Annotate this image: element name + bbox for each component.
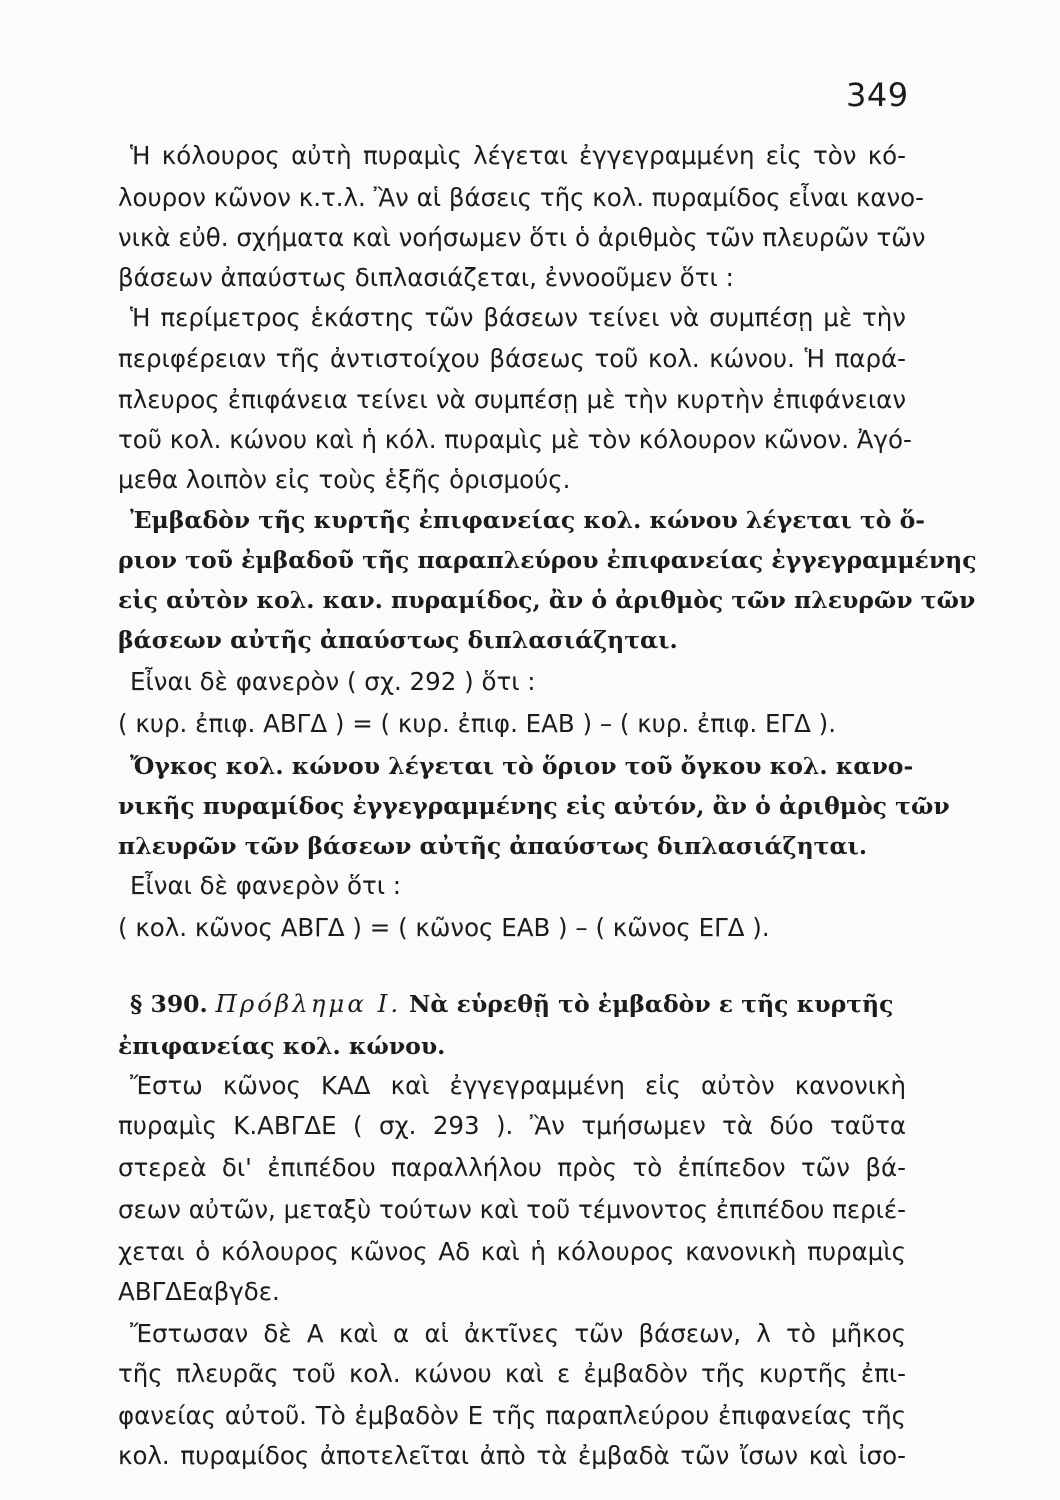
text-line: τῆς πλευρᾶς τοῦ κολ. κώνου καὶ ε ἐμβαδὸν τῆς κυρτῆς ἐπι- <box>118 1359 906 1388</box>
definition-line: ριον τοῦ ἐμβαδοῦ τῆς παραπλεύρου ἐπιφανείας ἐγγεγραμμένης <box>118 546 977 574</box>
problem-label: Πρόβλημα Ι. <box>215 989 402 1018</box>
text-line: Ἔστω κῶνος ΚΑΔ καὶ ἐγγεγραμμένη εἰς αὐτὸν κανονικὴ <box>130 1071 906 1100</box>
text-line: κολ. πυραμίδος ἀποτελεῖται ἀπὸ τὰ ἐμβαδὰ τῶν ἴσων καὶ ἰσο- <box>118 1441 906 1470</box>
text-line: Ἡ περίμετρος ἑκάστης τῶν βάσεων τείνει νὰ συμπέσῃ μὲ τὴν <box>130 303 906 332</box>
text-line: τοῦ κολ. κώνου καὶ ἡ κόλ. πυραμὶς μὲ τὸν κόλουρον κῶνον. Ἀγό- <box>118 425 912 454</box>
text-line: Ἡ κόλουρος αὐτὴ πυραμὶς λέγεται ἐγγεγραμμένη εἰς τὸν κό- <box>130 141 906 170</box>
text-line: χεται ὁ κόλουρος κῶνος Αδ καὶ ἡ κόλουρος κανονικὴ πυραμὶς <box>118 1237 906 1266</box>
text-line: μεθα λοιπὸν εἰς τοὺς ἑξῆς ὁρισμούς. <box>118 465 571 494</box>
problem-title: Νὰ εὑρεθῇ τὸ ἐμβαδὸν ε τῆς κυρτῆς <box>408 990 894 1018</box>
page-number: 349 <box>846 76 909 114</box>
definition-line: Ὄγκος κολ. κώνου λέγεται τὸ ὅριον τοῦ ὄγκου κολ. κανο- <box>130 752 914 780</box>
text-line: λουρον κῶνον κ.τ.λ. Ἂν αἱ βάσεις τῆς κολ. πυραμίδος εἶναι κανο- <box>118 183 924 212</box>
text-line: στερεὰ δι' ἐπιπέδου παραλλήλου πρὸς τὸ ἐπίπεδον τῶν βά- <box>118 1153 906 1182</box>
problem-heading <box>130 984 906 1024</box>
definition-line: Ἐμβαδὸν τῆς κυρτῆς ἐπιφανείας κολ. κώνου λέγεται τὸ ὅ- <box>130 506 926 534</box>
text-line: σεων αὐτῶν, μεταξὺ τούτων καὶ τοῦ τέμνοντος ἐπιπέδου περιέ- <box>118 1195 906 1224</box>
note-line: Εἶναι δὲ φανερὸν ὅτι : <box>130 871 402 900</box>
formula-line: ( κυρ. ἐπιφ. ΑΒΓΔ ) = ( κυρ. ἐπιφ. ΕΑΒ ) – ( κυρ. ἐπιφ. ΕΓΔ ). <box>118 709 837 738</box>
definition-line: νικῆς πυραμίδος ἐγγεγραμμένης εἰς αὐτόν, ἂν ὁ ἀριθμὸς τῶν <box>118 792 950 820</box>
section-number: § 390. <box>130 990 208 1018</box>
problem-title-cont: ἐπιφανείας κολ. κώνου. <box>118 1032 446 1060</box>
text-line: πυραμὶς Κ.ΑΒΓΔΕ ( σχ. 293 ). Ἂν τμήσωμεν τὰ δύο ταῦτα <box>118 1111 906 1140</box>
text-line: πλευρος ἐπιφάνεια τείνει νὰ συμπέσῃ μὲ τὴν κυρτὴν ἐπιφάνειαν <box>118 385 906 414</box>
text-line: περιφέρειαν τῆς ἀντιστοίχου βάσεως τοῦ κολ. κώνου. Ἡ παρά- <box>118 344 906 373</box>
text-line: Ἔστωσαν δὲ Α καὶ α αἱ ἀκτῖνες τῶν βάσεων, λ τὸ μῆκος <box>130 1319 906 1348</box>
note-line: Εἶναι δὲ φανερὸν ( σχ. 292 ) ὅτι : <box>130 667 536 696</box>
definition-line: βάσεων αὐτῆς ἀπαύστως διπλασιάζηται. <box>118 626 678 654</box>
definition-line: πλευρῶν τῶν βάσεων αὐτῆς ἀπαύστως διπλασιάζηται. <box>118 832 868 860</box>
formula-line: ( κολ. κῶνος ΑΒΓΔ ) = ( κῶνος ΕΑΒ ) – ( κῶνος ΕΓΔ ). <box>118 913 770 942</box>
text-line: φανείας αὐτοῦ. Τὸ ἐμβαδὸν Ε τῆς παραπλεύρου ἐπιφανείας τῆς <box>118 1401 906 1430</box>
definition-line: εἰς αὐτὸν κολ. καν. πυραμίδος, ἂν ὁ ἀριθμὸς τῶν πλευρῶν τῶν <box>118 586 976 614</box>
text-line: ΑΒΓΔΕαβγδε. <box>118 1277 280 1306</box>
text-line: νικὰ εὐθ. σχήματα καὶ νοήσωμεν ὅτι ὁ ἀριθμὸς τῶν πλευρῶν τῶν <box>118 223 926 252</box>
text-line: βάσεων ἀπαύστως διπλασιάζεται, ἐννοοῦμεν ὅτι : <box>118 263 734 292</box>
